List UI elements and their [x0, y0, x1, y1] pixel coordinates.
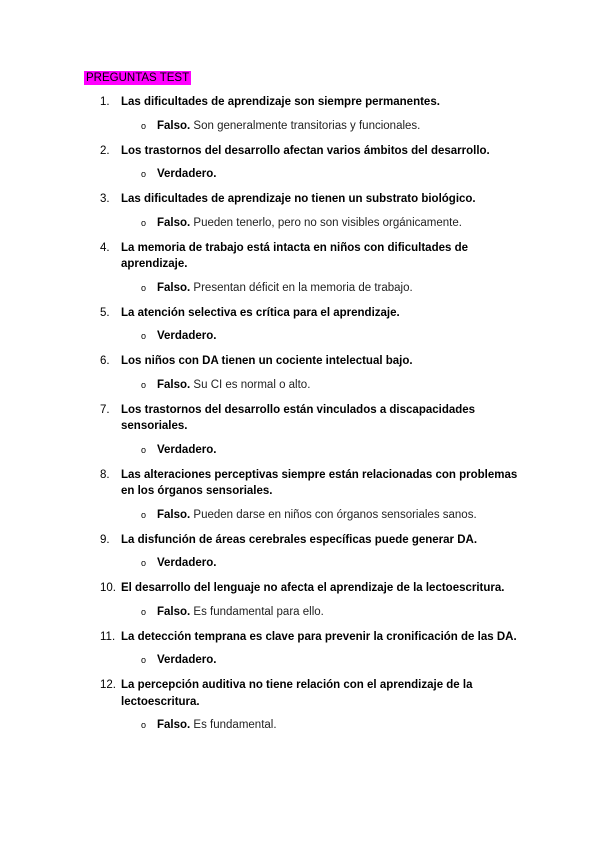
answer-explanation: Presentan déficit en la memoria de trabajo.	[190, 281, 413, 294]
answer-explanation: Pueden tenerlo, pero no son visibles orgánicamente.	[190, 216, 462, 229]
answer-verdict: Falso.	[157, 281, 191, 294]
bullet-icon: o	[141, 444, 147, 455]
answer	[141, 605, 599, 619]
answer-verdict: Falso.	[157, 605, 191, 618]
question-text: Los niños con DA tienen un cociente intelectual bajo.	[121, 355, 413, 367]
page-title: PREGUNTAS TEST	[86, 72, 190, 84]
answer-verdict: Falso.	[157, 378, 191, 391]
question-item	[0, 467, 599, 522]
bullet-icon: o	[141, 558, 147, 568]
answer	[141, 216, 599, 230]
bullet-icon: o	[141, 606, 147, 617]
question-text: La percepción auditiva no tiene relación con el aprendizaje de la lectoescritura.	[121, 679, 473, 708]
answer-verdict: Verdadero.	[157, 330, 217, 342]
question-number: 4.	[100, 241, 110, 254]
answer	[141, 718, 599, 732]
question-item	[0, 532, 599, 571]
answer	[141, 119, 599, 133]
bullet-icon: o	[141, 379, 147, 390]
answer-explanation: Son generalmente transitorias y funcionales.	[190, 119, 421, 132]
question-number: 1.	[100, 96, 110, 108]
bullet-icon: o	[141, 169, 147, 179]
question-text: Los trastornos del desarrollo están vinculados a discapacidades sensoriales.	[121, 403, 476, 432]
answer-verdict: Verdadero.	[157, 557, 217, 569]
question-item	[0, 629, 599, 668]
bullet-icon: o	[141, 331, 147, 341]
answer-verdict: Falso.	[157, 119, 191, 132]
answer	[141, 653, 599, 667]
question-item	[0, 402, 599, 457]
question-text: La memoria de trabajo está intacta en niños con dificultades de aprendizaje.	[121, 241, 469, 270]
question-text: La detección temprana es clave para prevenir la cronificación de las DA.	[121, 630, 517, 643]
question-number: 7.	[100, 403, 110, 416]
answer-explanation: Pueden darse en niños con órganos sensoriales sanos.	[190, 508, 477, 521]
answer	[141, 281, 599, 295]
question-text: La disfunción de áreas cerebrales específicas puede generar DA.	[121, 533, 478, 546]
question-number: 3.	[100, 193, 110, 205]
answer-verdict: Verdadero.	[157, 654, 217, 666]
question-number: 2.	[100, 144, 110, 157]
question-item	[0, 94, 599, 133]
question-number: 5.	[100, 306, 110, 319]
answer	[141, 508, 599, 522]
question-item	[0, 143, 599, 182]
question-text: La atención selectiva es crítica para el aprendizaje.	[121, 306, 400, 319]
answer	[141, 556, 599, 570]
answer-explanation: Es fundamental.	[190, 719, 277, 731]
bullet-icon: o	[141, 720, 147, 730]
question-number: 11.	[100, 630, 116, 643]
question-item	[0, 677, 599, 732]
answer-verdict: Verdadero.	[157, 168, 217, 180]
question-text: Las dificultades de aprendizaje son siempre permanentes.	[121, 96, 440, 108]
question-number: 10.	[100, 582, 116, 594]
answer-verdict: Falso.	[157, 508, 191, 521]
answer	[141, 329, 599, 343]
answer-verdict: Verdadero.	[157, 443, 217, 456]
bullet-icon: o	[141, 217, 147, 228]
bullet-icon: o	[141, 509, 147, 520]
answer	[141, 167, 599, 181]
question-text: Las dificultades de aprendizaje no tienen un substrato biológico.	[121, 193, 476, 205]
question-number: 12.	[100, 679, 116, 691]
question-item	[0, 305, 599, 344]
answer	[141, 443, 599, 457]
answer	[141, 378, 599, 392]
question-text: Las alteraciones perceptivas siempre están relacionadas con problemas en los órganos sensoriales.	[121, 468, 518, 497]
bullet-icon: o	[141, 120, 147, 131]
question-text: El desarrollo del lenguaje no afecta el aprendizaje de la lectoescritura.	[121, 582, 505, 594]
question-number: 9.	[100, 533, 110, 546]
bullet-icon: o	[141, 282, 147, 293]
question-item	[0, 580, 599, 619]
answer-verdict: Falso.	[157, 719, 191, 731]
question-item	[0, 353, 599, 392]
answer-explanation: Es fundamental para ello.	[190, 605, 324, 618]
question-list	[0, 94, 599, 732]
question-number: 6.	[100, 355, 110, 367]
answer-explanation: Su CI es normal o alto.	[190, 378, 311, 391]
answer-verdict: Falso.	[157, 216, 191, 229]
question-number: 8.	[100, 468, 110, 481]
bullet-icon: o	[141, 655, 147, 665]
question-item	[0, 240, 599, 295]
question-text: Los trastornos del desarrollo afectan varios ámbitos del desarrollo.	[121, 144, 490, 157]
question-item	[0, 191, 599, 230]
